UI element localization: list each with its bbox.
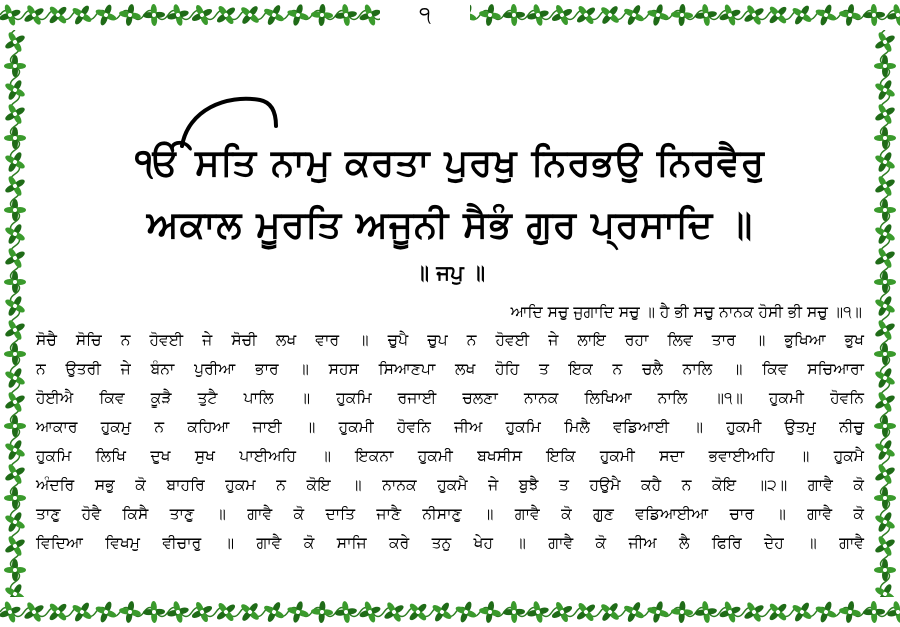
leaf-ornament [4,559,26,581]
leaf-ornament [874,415,896,437]
leaf-ornament [874,127,896,149]
leaf-ornament [885,599,900,626]
leaf-ornament [143,4,166,27]
verse-line-first: ਆਦਿ ਸਚੁ ਜੁਗਾਦਿ ਸਚੁ ॥ ਹੈ ਭੀ ਸਚੁ ਨਾਨਕ ਹੋਸੀ ਭੀ ਸਚੁ ॥੧॥ [510,303,862,321]
mool-mantar-line-2: ਅਕਾਲ ਮੂਰਤਿ ਅਜੂਨੀ ਸੈਭੰ ਗੁਰ ਪ੍ਰਸਾਦਿ ॥ [146,203,754,246]
leaf-ornament [870,30,900,57]
leaf-ornament [4,55,26,77]
leaf-ornament [0,1,24,29]
leaf-ornament [503,4,526,27]
floral-border-left [0,30,30,597]
leaf-ornament [870,75,900,105]
page-number: ੧ [380,2,470,30]
leaf-ornament [477,599,502,624]
leaf-ornament [694,3,719,28]
leaf-ornament [477,2,502,27]
leaf-ornament [334,600,359,625]
leaf-ornament [0,507,30,537]
floral-border-right [870,30,900,597]
verse-line: ਨ ਉਤਰੀ ਜੇ ਬੰਨਾ ਪੁਰੀਆ ਭਾਰ ॥ ਸਹਸ ਸਿਆਣਪਾ ਲਖ ਹੋਹਿ ਤ ਇਕ ਨ ਚਲੈ ਨਾਲਿ ॥ ਕਿਵ ਸਚਿਆਰਾ [36,360,864,378]
leaf-ornament [870,315,900,345]
leaf-ornament [0,459,30,489]
verse-line: ਸੋਚੈ ਸੋਚਿ ਨ ਹੋਵਈ ਜੇ ਸੋਚੀ ਲਖ ਵਾਰ ॥ ਚੁਪੈ ਚੁਪ ਨ ਹੋਵਈ ਜੇ ਲਾਇ ਰਹਾ ਲਿਵ ਤਾਰ ॥ ਭੁਖਿਆ ਭੁਖ [36,331,864,349]
leaf-ornament [863,4,886,27]
leaf-ornament [870,435,900,465]
leaf-ornament [4,127,26,149]
leaf-ornament [4,343,26,365]
leaf-ornament [4,271,26,293]
leaf-ornament [0,291,30,321]
leaf-ornament [503,601,526,624]
leaf-ornament [0,598,24,626]
leaf-ornament [0,435,30,465]
leaf-ornament [874,559,896,581]
leaf-ornament [0,30,30,57]
leaf-ornament [870,291,900,321]
leaf-ornament [4,415,26,437]
leaf-ornament [870,531,900,561]
leaf-ornament [874,55,896,77]
leaf-ornament [837,599,862,624]
bani-title: ॥ ਜਪੁ ॥ [414,261,486,285]
leaf-ornament [4,487,26,509]
verse-line: ਆਕਾਰ ਹੁਕਮੁ ਨ ਕਹਿਆ ਜਾਈ ॥ ਹੁਕਮੀ ਹੋਵਨਿ ਜੀਅ ਹੁਕਮਿ ਮਿਲੈ ਵਡਿਆਈ ॥ ਹੁਕਮੀ ਉਤਮੁ ਨੀਚੁ [36,418,864,436]
leaf-ornament [870,171,900,201]
leaf-ornament [694,600,719,625]
leaf-ornament [0,387,30,417]
leaf-ornament [117,2,142,27]
leaf-ornament [870,147,900,177]
leaf-ornament [870,387,900,417]
leaf-ornament [143,601,166,624]
verse-line: ਹੁਕਮਿ ਲਿਖਿ ਦੁਖ ਸੁਖ ਪਾਈਅਹਿ ॥ ਇਕਨਾ ਹੁਕਮੀ ਬਖਸੀਸ ਇਕਿ ਹੁਕਮੀ ਸਦਾ ਭਵਾਈਅਹਿ ॥ ਹੁਕਮੈ [36,447,864,465]
leaf-ornament [0,243,30,273]
leaf-ornament [874,487,896,509]
verse-line: ਵਿਦਿਆ ਵਿਖਮੁ ਵੀਚਾਰੁ ॥ ਗਾਵੈ ਕੋ ਸਾਜਿ ਕਰੇ ਤਨੁ ਖੇਹ ॥ ਗਾਵੈ ਕੋ ਜੀਅ ਲੈ ਫਿਰਿ ਦੇਹ ॥ ਗਾਵੈ [36,534,864,552]
leaf-ornament [670,600,693,623]
leaf-ornament [837,2,862,27]
leaf-ornament [0,315,30,345]
floral-border-bottom [0,597,900,627]
verse-line: ਅੰਦਰਿ ਸਭੁ ਕੋ ਬਾਹਰਿ ਹੁਕਮ ਨ ਕੋਇ ॥ ਨਾਨਕ ਹੁਕਮੈ ਜੇ ਬੁਝੈ ਤ ਹਉਮੈ ਕਹੈ ਨ ਕੋਇ ॥੨॥ ਗਾਵੈ ਕੋ [36,476,864,494]
leaf-ornament [334,3,359,28]
leaf-ornament [885,2,900,29]
leaf-ornament [670,3,693,26]
verse-line: ਤਾਣੁ ਹੋਵੈ ਕਿਸੈ ਤਾਣੁ ॥ ਗਾਵੈ ਕੋ ਦਾਤਿ ਜਾਣੈ ਨੀਸਾਣੁ ॥ ਗਾਵੈ ਕੋ ਗੁਣ ਵਡਿਆਈਆ ਚਾਰ ॥ ਗਾਵੈ ਕੋ [36,505,864,523]
leaf-ornament [0,99,30,129]
leaf-ornament [4,199,26,221]
leaf-ornament [870,363,900,393]
leaf-ornament [117,599,142,624]
leaf-ornament [310,600,333,623]
leaf-ornament [870,507,900,537]
leaf-ornament [0,147,30,177]
leaf-ornament [870,219,900,249]
leaf-ornament [874,199,896,221]
leaf-ornament [870,243,900,273]
leaf-ornament [0,219,30,249]
leaf-ornament [870,459,900,489]
mool-mantar-line-1: ੴ ਸਤਿ ਨਾਮੁ ਕਰਤਾ ਪੁਰਖੁ ਨਿਰਭਉ ਨਿਰਵੈਰੁ [135,141,765,184]
leaf-ornament [310,3,333,26]
leaf-ornament [0,171,30,201]
leaf-ornament [870,99,900,129]
verse-line: ਹੋਈਐ ਕਿਵ ਕੂੜੈ ਤੁਟੈ ਪਾਲਿ ॥ ਹੁਕਮਿ ਰਜਾਈ ਚਲਣਾ ਨਾਨਕ ਲਿਖਿਆ ਨਾਲਿ ॥੧॥ ਹੁਕਮੀ ਹੋਵਨਿ [36,389,864,407]
leaf-ornament [0,363,30,393]
leaf-ornament [0,75,30,105]
leaf-ornament [863,601,886,624]
leaf-ornament [874,343,896,365]
leaf-ornament [0,531,30,561]
leaf-ornament [874,271,896,293]
